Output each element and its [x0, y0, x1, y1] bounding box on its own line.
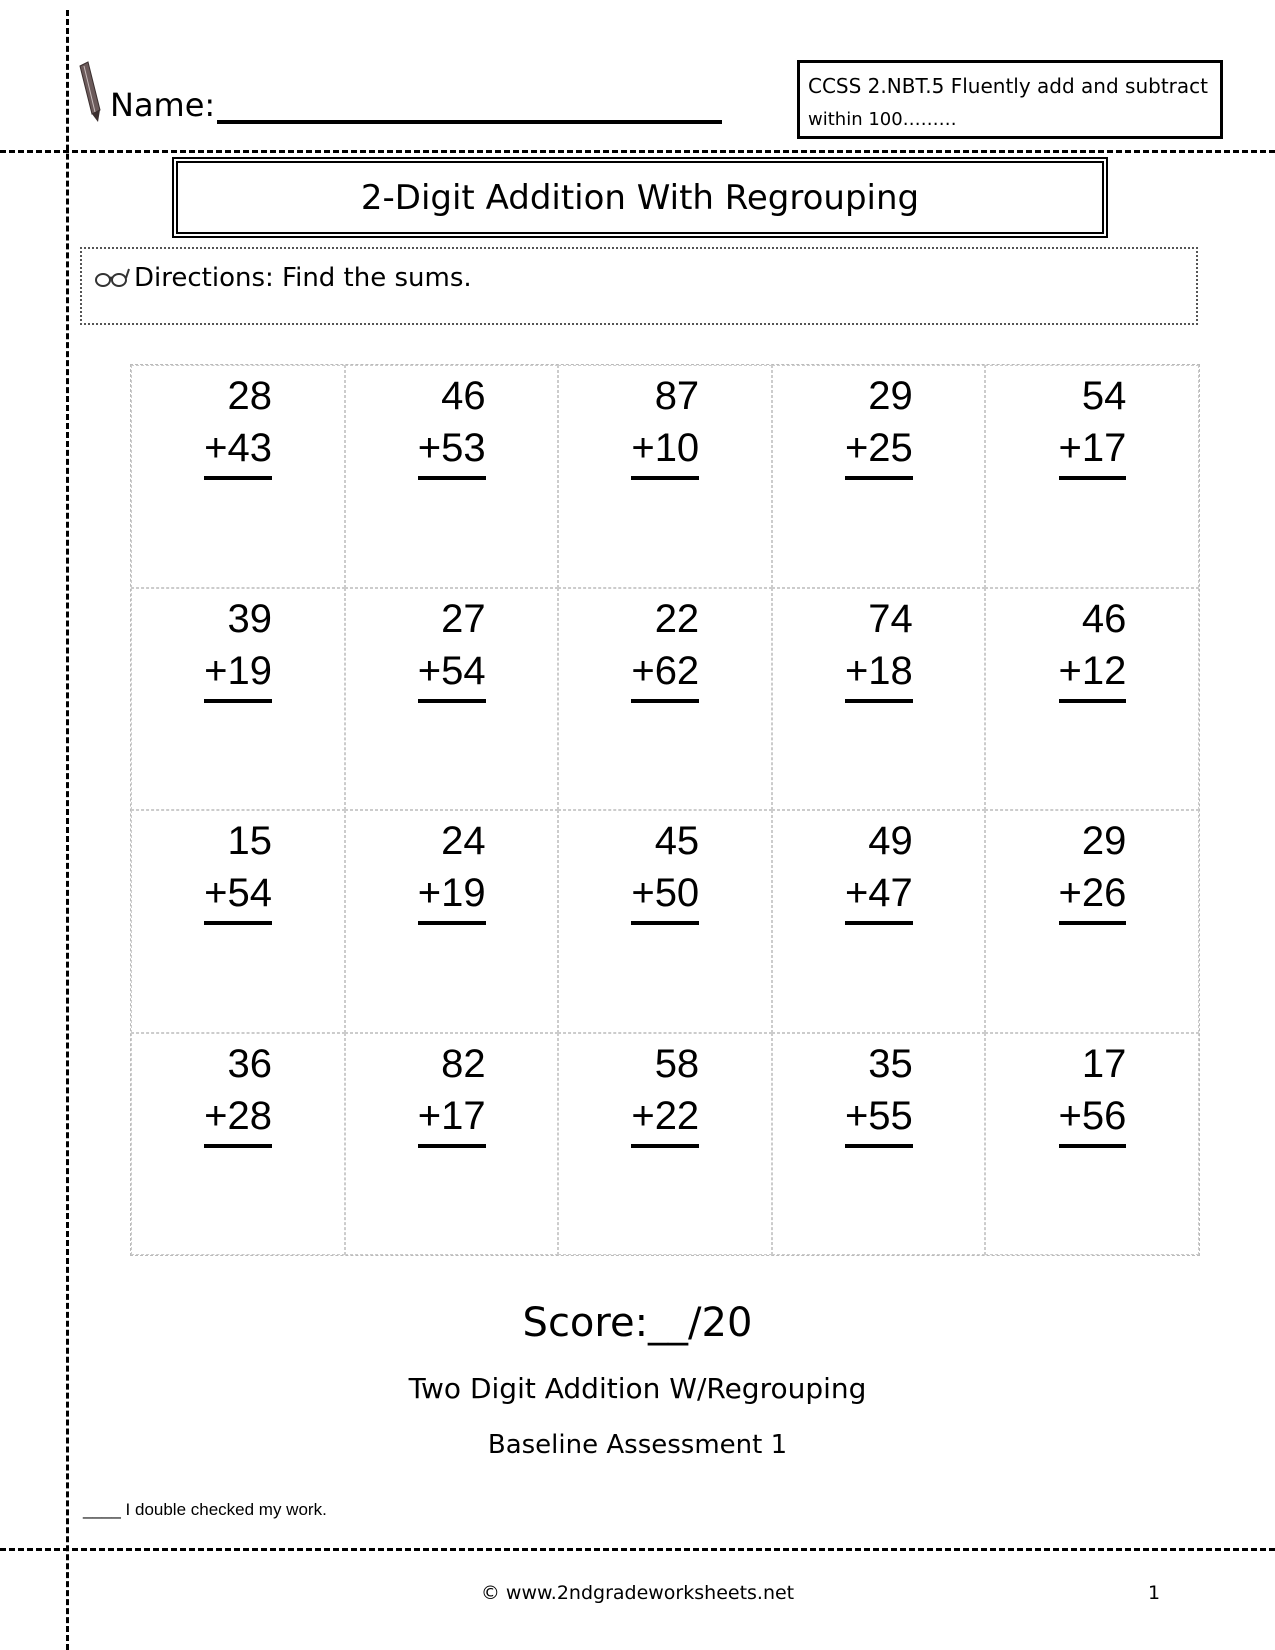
- pencil-icon: [78, 60, 104, 124]
- addend-top: 29: [1081, 819, 1127, 863]
- addend-bottom: +62: [631, 645, 699, 703]
- addend-top: 29: [868, 374, 913, 418]
- score-label: Score:__/20: [522, 1300, 753, 1346]
- worksheet-subtitle: Two Digit Addition W/Regrouping: [408, 1372, 867, 1405]
- addend-bottom: +56: [1059, 1090, 1127, 1148]
- problem-cell: [985, 365, 1199, 588]
- addend-top: 27: [441, 596, 486, 641]
- addend-bottom: +18: [845, 645, 913, 703]
- problem-cell: [558, 588, 772, 811]
- addend-bottom: +53: [418, 422, 486, 480]
- problem-cell: [985, 810, 1199, 1033]
- addend-bottom: +17: [1059, 422, 1127, 480]
- standard-line-2: within 100………: [808, 109, 957, 130]
- name-row: [78, 60, 722, 124]
- addend-top: 39: [227, 596, 272, 641]
- addend-top: 36: [227, 1041, 272, 1086]
- worksheet-title: 2-Digit Addition With Regrouping: [172, 157, 1108, 238]
- addend-top: 82: [441, 1041, 486, 1086]
- addend-top: 49: [868, 819, 913, 863]
- double-check-line: ____ I double checked my work.: [83, 1500, 327, 1519]
- problem-cell: [131, 588, 345, 811]
- problem-cell: [345, 1033, 559, 1256]
- standard-line-1: CCSS 2.NBT.5 Fluently add and subtract: [808, 74, 1208, 98]
- addend-bottom: +22: [631, 1090, 699, 1148]
- problem-cell: [772, 810, 986, 1033]
- addend-bottom: +55: [845, 1090, 913, 1148]
- problem-cell: [772, 588, 986, 811]
- addend-top: 46: [1081, 596, 1127, 641]
- problem-cell: [345, 810, 559, 1033]
- problem-grid: [130, 364, 1200, 1256]
- addend-bottom: +10: [631, 422, 699, 480]
- addend-top: 87: [654, 374, 700, 418]
- addend-bottom: +17: [418, 1090, 486, 1148]
- problem-cell: [345, 365, 559, 588]
- problem-cell: [558, 365, 772, 588]
- addend-bottom: +50: [631, 867, 699, 925]
- addend-top: 58: [654, 1041, 700, 1086]
- addend-top: 17: [1081, 1041, 1127, 1086]
- page-number: 1: [1148, 1582, 1161, 1604]
- addend-top: 45: [654, 819, 700, 863]
- problem-cell: [772, 365, 986, 588]
- problem-cell: [558, 810, 772, 1033]
- problem-cell: [345, 588, 559, 811]
- problem-cell: [985, 1033, 1199, 1256]
- addend-top: 15: [227, 819, 272, 863]
- addend-top: 28: [227, 374, 272, 418]
- addend-bottom: +43: [204, 422, 272, 480]
- problem-cell: [131, 365, 345, 588]
- addend-bottom: +12: [1059, 645, 1127, 703]
- addend-bottom: +54: [204, 867, 272, 925]
- addend-bottom: +19: [204, 645, 272, 703]
- assessment-label: Baseline Assessment 1: [487, 1430, 788, 1460]
- glasses-icon: [94, 267, 130, 289]
- problem-cell: [131, 810, 345, 1033]
- cut-line-top: [0, 150, 1275, 153]
- name-field[interactable]: [217, 86, 722, 124]
- addend-top: 35: [868, 1041, 913, 1086]
- addend-top: 22: [654, 596, 700, 641]
- cut-line-bottom: [0, 1548, 1275, 1551]
- standard-box: [797, 60, 1223, 139]
- footer-copyright: © www.2ndgradeworksheets.net: [480, 1582, 795, 1604]
- problem-cell: [131, 1033, 345, 1256]
- addend-bottom: +26: [1059, 867, 1127, 925]
- addend-top: 74: [868, 596, 913, 641]
- problem-cell: [558, 1033, 772, 1256]
- name-label: Name:: [110, 86, 216, 124]
- directions-text: Directions: Find the sums.: [134, 263, 472, 293]
- addend-bottom: +47: [845, 867, 913, 925]
- problem-cell: [985, 588, 1199, 811]
- addend-top: 24: [441, 819, 486, 863]
- directions-box: [80, 247, 1198, 325]
- addend-bottom: +28: [204, 1090, 272, 1148]
- problem-cell: [772, 1033, 986, 1256]
- addend-top: 54: [1081, 374, 1127, 418]
- addend-top: 46: [441, 374, 486, 418]
- addend-bottom: +54: [418, 645, 486, 703]
- addend-bottom: +25: [845, 422, 913, 480]
- addend-bottom: +19: [418, 867, 486, 925]
